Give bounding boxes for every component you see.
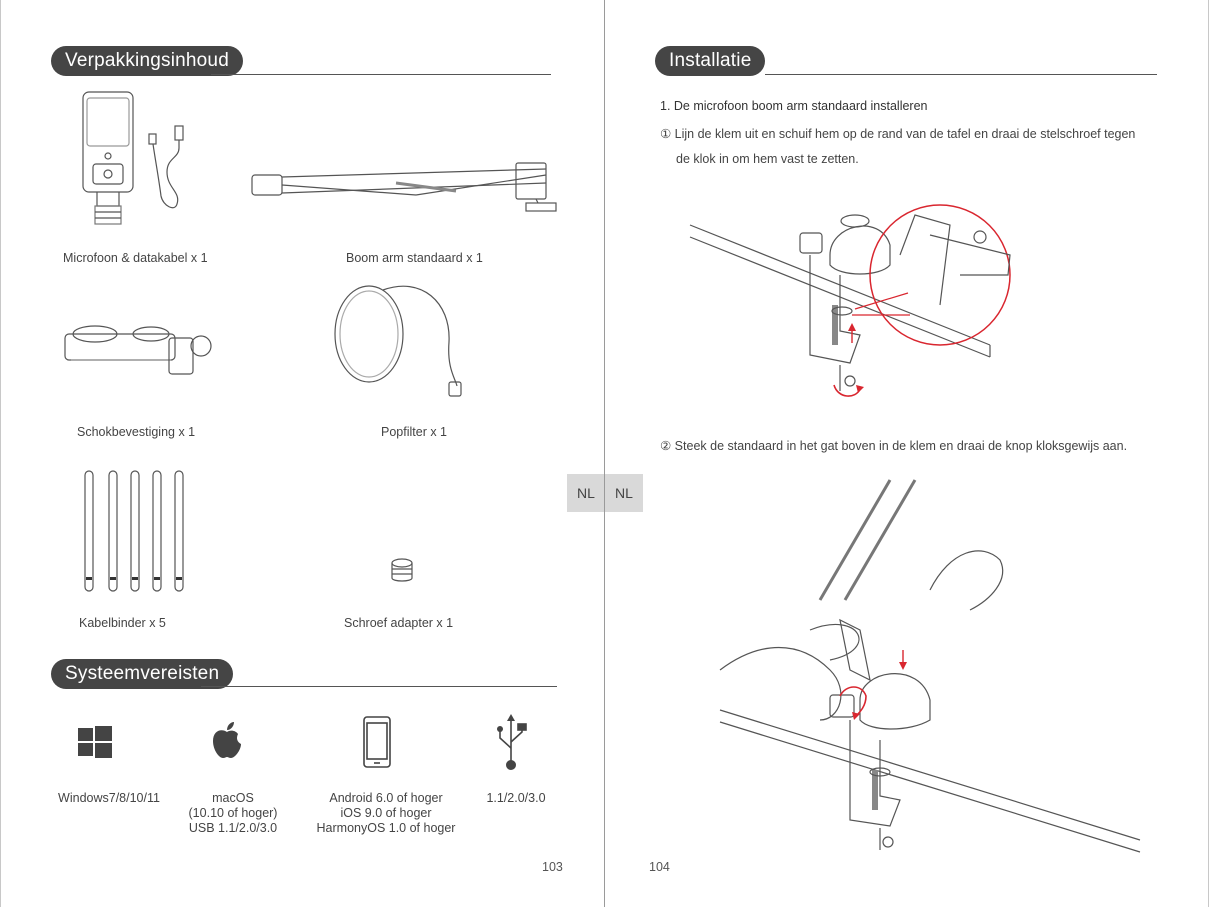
usb-icon [496, 714, 526, 770]
language-tab: NL [567, 474, 605, 512]
right-page [605, 0, 1209, 907]
language-tab: NL [605, 474, 643, 512]
microphone-illustration [71, 88, 201, 238]
section-rule [201, 686, 557, 687]
page-number: 104 [649, 860, 670, 874]
step1-line2: de klok in om hem vast te zetten. [676, 152, 859, 166]
page-number: 103 [542, 860, 563, 874]
requirement-mobile: Android 6.0 of hoger iOS 9.0 of hoger HarmonyOS 1.0 of hoger [316, 791, 456, 835]
item-label-pop-filter: Popfilter x 1 [381, 425, 448, 439]
item-label-screw-adapter: Schroef adapter x 1 [344, 616, 454, 630]
section-rule [765, 74, 1157, 75]
item-label-shock-mount: Schokbevestiging x 1 [77, 425, 196, 439]
cable-ties-illustration [81, 465, 191, 595]
section-rule [211, 74, 551, 75]
requirement-windows: Windows7/8/10/11 [58, 791, 160, 805]
requirement-usb: 1.1/2.0/3.0 [486, 791, 546, 805]
windows-icon [78, 726, 112, 758]
item-label-boom-arm: Boom arm standaard x 1 [346, 251, 483, 265]
apple-icon [211, 720, 243, 760]
item-label-microphone: Microfoon & datakabel x 1 [63, 251, 208, 265]
section-installation-heading: Installatie [655, 46, 765, 76]
clamp-installation-illustration [690, 185, 1070, 415]
section-contents-heading: Verpakkingsinhoud [51, 46, 243, 76]
pop-filter-illustration [331, 282, 481, 402]
boom-arm-illustration [246, 155, 561, 225]
step1-line1: ① Lijn de klem uit en schuif hem op de rand van de tafel en draai de stelschroef tegen [660, 127, 1136, 141]
shock-mount-illustration [61, 320, 221, 380]
smartphone-icon [363, 716, 391, 768]
section-requirements-heading: Systeemvereisten [51, 659, 233, 689]
step-title: 1. De microfoon boom arm standaard installeren [660, 99, 928, 113]
item-label-cable-ties: Kabelbinder x 5 [79, 616, 166, 630]
screw-adapter-illustration [387, 556, 417, 586]
left-page [0, 0, 604, 907]
requirement-macos: macOS (10.10 of hoger) USB 1.1/2.0/3.0 [188, 791, 278, 835]
step2-text: ② Steek de standaard in het gat boven in de klem en draai de knop kloksgewijs aan. [660, 439, 1128, 453]
arm-insertion-illustration [720, 470, 1140, 860]
